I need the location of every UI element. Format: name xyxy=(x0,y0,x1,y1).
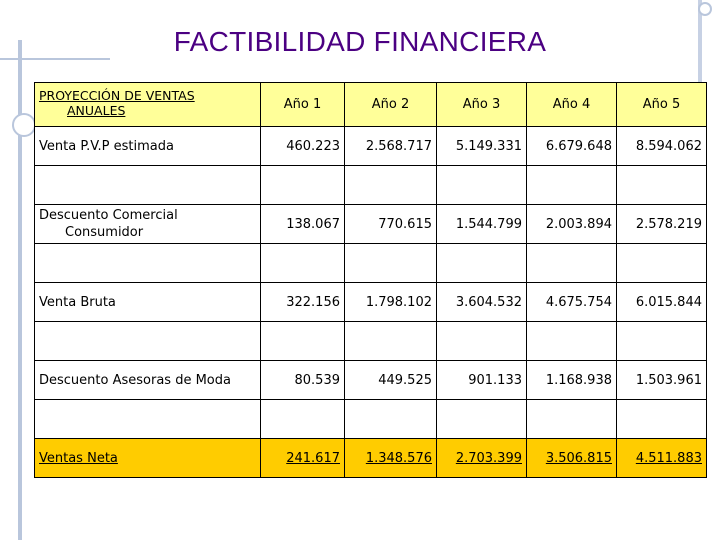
cell-value: 2.568.717 xyxy=(345,127,437,166)
table-header-row xyxy=(35,83,707,127)
cell-value: 4.675.754 xyxy=(527,283,617,322)
cell-value: 138.067 xyxy=(261,205,345,244)
table-spacer-row xyxy=(35,244,707,283)
cell-value: 1.798.102 xyxy=(345,283,437,322)
cell-value: 2.703.399 xyxy=(437,439,527,478)
cell-value: 80.539 xyxy=(261,361,345,400)
cell-value: 6.679.648 xyxy=(527,127,617,166)
header-label-line1: PROYECCIÓN DE VENTAS xyxy=(39,88,195,103)
row-label-line2: Consumidor xyxy=(65,225,144,240)
cell-value: 2.578.219 xyxy=(617,205,707,244)
row-label: Ventas Neta xyxy=(35,439,261,478)
cell-value: 460.223 xyxy=(261,127,345,166)
cell-value: 901.133 xyxy=(437,361,527,400)
row-label xyxy=(35,205,261,244)
table-row-descuento-comercial xyxy=(35,205,707,244)
header-year-3: Año 3 xyxy=(437,83,527,127)
header-year-4: Año 4 xyxy=(527,83,617,127)
cell-value: 5.149.331 xyxy=(437,127,527,166)
cell-value: 3.506.815 xyxy=(527,439,617,478)
cell-value: 1.544.799 xyxy=(437,205,527,244)
table-row-venta-pvp xyxy=(35,127,707,166)
header-label-line2: ANUALES xyxy=(67,103,126,118)
cell-value: 8.594.062 xyxy=(617,127,707,166)
table-row-descuento-asesoras xyxy=(35,361,707,400)
header-label-cell xyxy=(35,83,261,127)
row-label-line1: Descuento Comercial xyxy=(39,208,178,223)
cell-value: 2.003.894 xyxy=(527,205,617,244)
header-year-2: Año 2 xyxy=(345,83,437,127)
row-label: Venta P.V.P estimada xyxy=(35,127,261,166)
page-title: FACTIBILIDAD FINANCIERA xyxy=(173,26,547,57)
cell-value: 4.511.883 xyxy=(617,439,707,478)
cell-value: 322.156 xyxy=(261,283,345,322)
row-label: Venta Bruta xyxy=(35,283,261,322)
table-row-ventas-neta xyxy=(35,439,707,478)
cell-value: 1.503.961 xyxy=(617,361,707,400)
table-spacer-row xyxy=(35,166,707,205)
cell-value: 6.015.844 xyxy=(617,283,707,322)
cell-value: 1.168.938 xyxy=(527,361,617,400)
frame-circle-ornament xyxy=(12,113,36,137)
cell-value: 3.604.532 xyxy=(437,283,527,322)
sales-projection-table xyxy=(34,82,707,478)
frame-top-line xyxy=(0,58,110,60)
table-row-venta-bruta xyxy=(35,283,707,322)
cell-value: 770.615 xyxy=(345,205,437,244)
cell-value: 449.525 xyxy=(345,361,437,400)
table-spacer-row xyxy=(35,322,707,361)
cell-value: 1.348.576 xyxy=(345,439,437,478)
cell-value: 241.617 xyxy=(261,439,345,478)
header-year-1: Año 1 xyxy=(261,83,345,127)
table-spacer-row xyxy=(35,400,707,439)
frame-circle-ornament-right xyxy=(698,2,712,16)
row-label: Descuento Asesoras de Moda xyxy=(35,361,261,400)
header-year-5: Año 5 xyxy=(617,83,707,127)
